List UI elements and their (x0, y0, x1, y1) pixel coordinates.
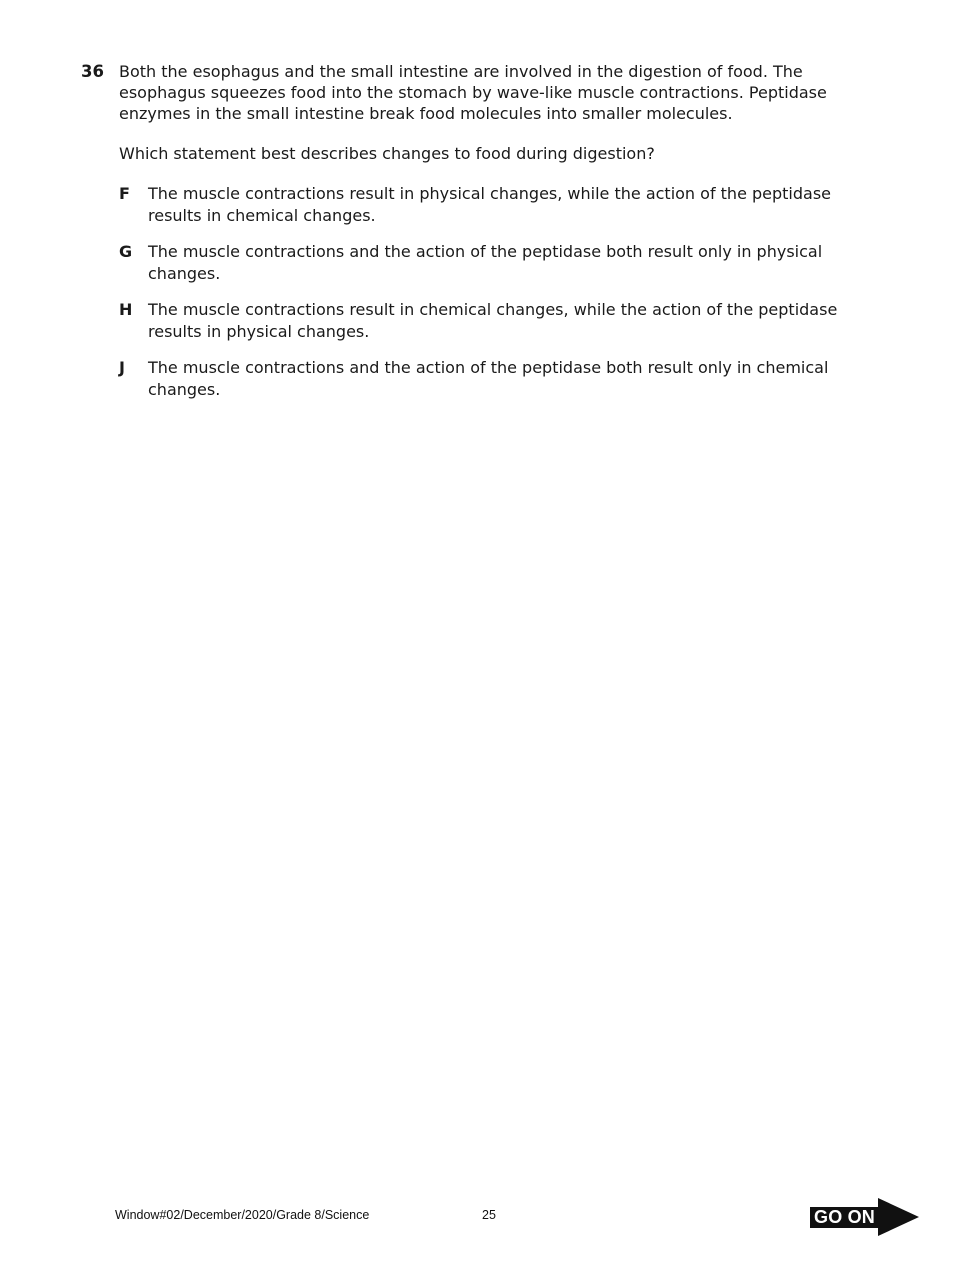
question-number: 36 (81, 62, 104, 81)
choice-letter: G (119, 242, 133, 261)
choice-letter: J (119, 358, 125, 377)
choice-text: The muscle contractions and the action of the peptidase both result only in chemical changes. (148, 358, 829, 399)
footer-source: Window#02/December/2020/Grade 8/Science (115, 1208, 370, 1222)
answer-choice-f[interactable] (119, 183, 849, 227)
answer-choices (119, 183, 849, 415)
choice-text: The muscle contractions result in physical changes, while the action of the peptidase results in chemical changes. (148, 184, 832, 225)
go-on-arrow-icon (810, 1198, 919, 1237)
question-stem: Both the esophagus and the small intestine are involved in the digestion of food. The esophagus squeezes food into the stomach by wave-like muscle contractions. Peptidase enzymes in the small intestine break food molecules into smaller molecules. (119, 62, 827, 123)
choice-text: The muscle contractions and the action of the peptidase both result only in physical changes. (148, 242, 823, 283)
arrow-head (878, 1198, 919, 1236)
answer-choice-j[interactable] (119, 357, 849, 401)
question-prompt: Which statement best describes changes to food during digestion? (119, 144, 655, 163)
choice-letter: H (119, 300, 133, 319)
answer-choice-h[interactable] (119, 299, 849, 343)
choice-letter: F (119, 184, 130, 203)
choice-text: The muscle contractions result in chemical changes, while the action of the peptidase results in physical changes. (148, 300, 838, 341)
go-on-label: GO ON (814, 1207, 876, 1227)
answer-choice-g[interactable] (119, 241, 849, 285)
page-number: 25 (482, 1208, 496, 1222)
